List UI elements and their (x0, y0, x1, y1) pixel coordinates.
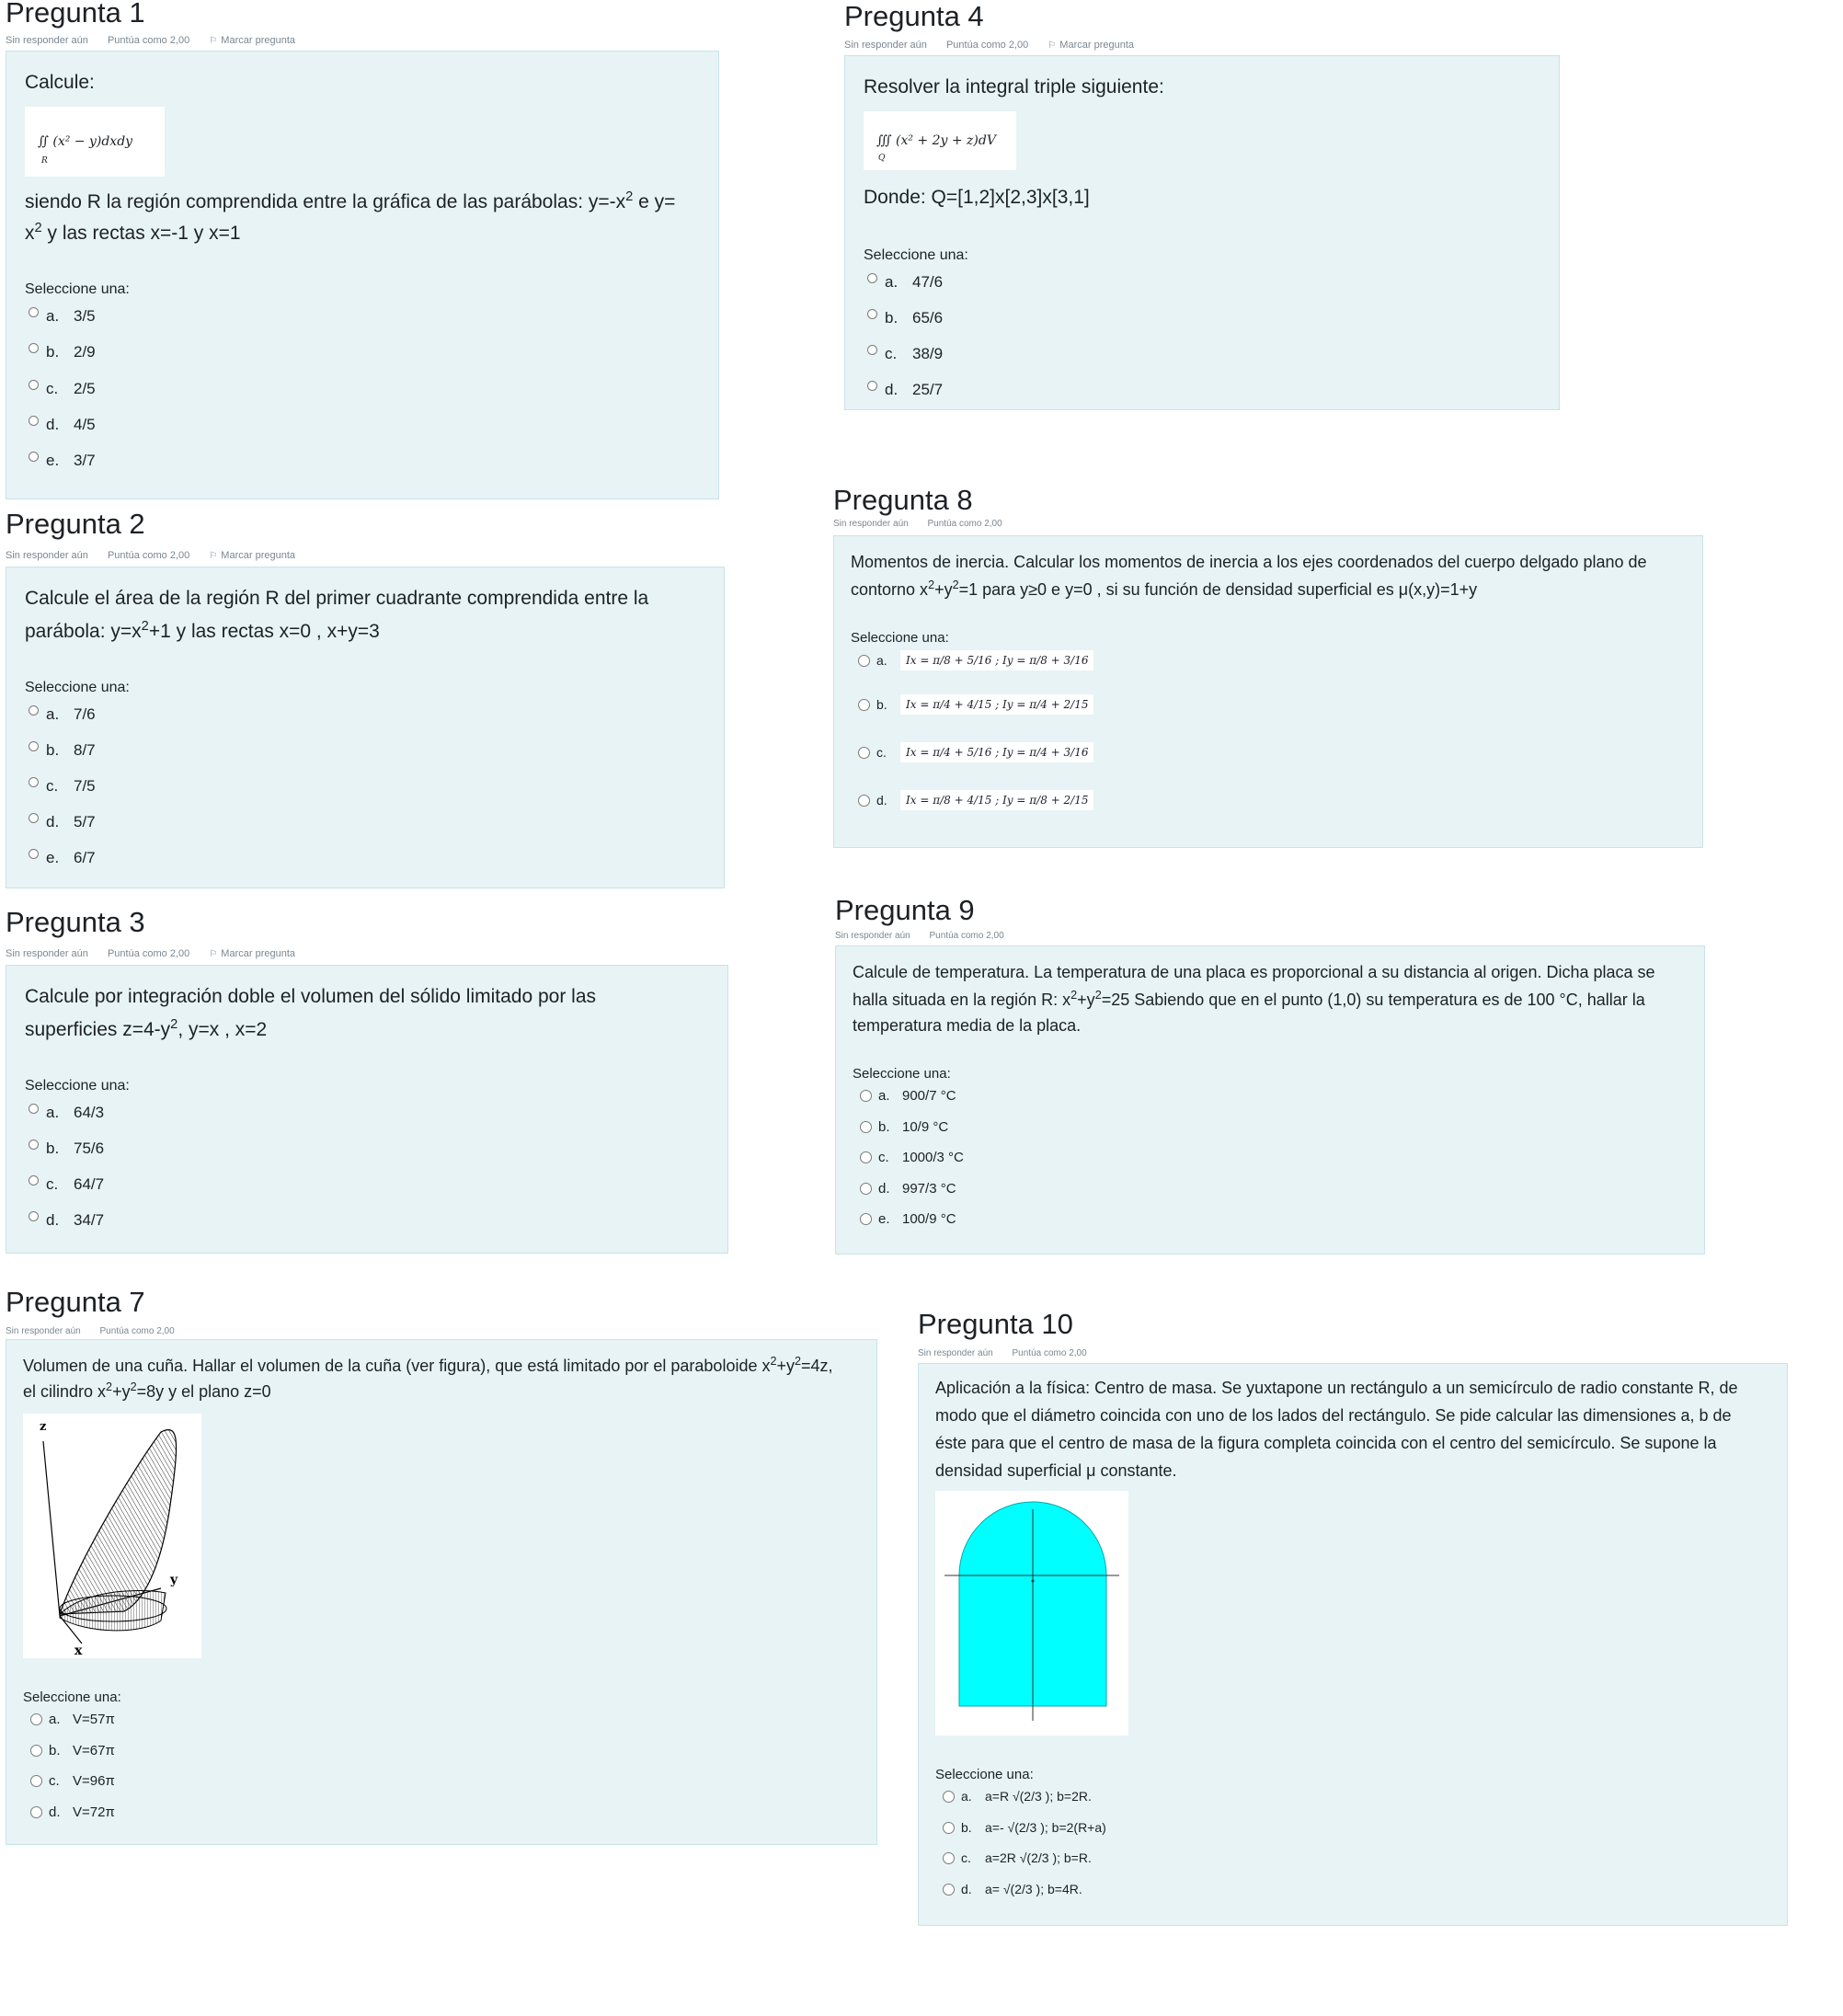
question-title: Pregunta 4 (844, 0, 984, 32)
option-value: 47/6 (912, 273, 944, 291)
radio-button[interactable] (860, 1151, 872, 1163)
flag-question-button[interactable]: ⚐ Marcar pregunta (209, 35, 295, 46)
question-meta (6, 1326, 191, 1336)
status-text: Sin responder aún (6, 550, 88, 561)
question-meta (6, 550, 312, 561)
option-value: 38/9 (912, 345, 944, 362)
paraboloid-surface (60, 1430, 177, 1614)
score-text: Puntúa como 2,00 (1012, 1348, 1087, 1358)
option-c[interactable] (867, 345, 943, 363)
option-letter: d. (876, 793, 887, 808)
option-value: 997/3 °C (902, 1181, 956, 1197)
question-text-line: Calcule de temperatura. La temperatura de una placa es proporcional a su distancia al origen. Dicha placa se (853, 963, 1655, 981)
radio-button[interactable] (860, 1090, 872, 1102)
question-title: Pregunta 8 (833, 484, 973, 516)
option-letter: e. (46, 452, 60, 469)
option-letter: e. (878, 1211, 890, 1227)
option-d[interactable] (29, 416, 96, 434)
option-value: 3/5 (74, 307, 96, 325)
integral-region: R (41, 156, 48, 166)
semicircle-rectangle-figure (935, 1491, 1128, 1735)
radio-button[interactable] (29, 343, 39, 353)
radio-button[interactable] (860, 1121, 872, 1133)
integral-image (25, 107, 165, 177)
option-value: V=72π (73, 1804, 115, 1820)
text-fragment: +1 y las rectas x=0 , x+y=3 (148, 621, 380, 642)
option-letter: b. (878, 1119, 890, 1135)
text-fragment: contorno x (851, 580, 929, 599)
option-letter: c. (46, 777, 59, 795)
option-letter: b. (46, 741, 60, 759)
radio-button[interactable] (858, 795, 870, 807)
option-b[interactable] (858, 694, 1093, 715)
question-title: Pregunta 9 (835, 894, 975, 926)
text-fragment: superficies z=4-y (25, 1019, 171, 1040)
option-letter: c. (878, 1150, 889, 1165)
status-text: Sin responder aún (918, 1348, 993, 1358)
option-letter: c. (961, 1850, 971, 1865)
option-letter: e. (46, 849, 60, 866)
option-letter: a. (876, 653, 887, 668)
text-fragment: el cilindro x (23, 1382, 107, 1401)
radio-button[interactable] (30, 1713, 42, 1725)
option-b[interactable] (867, 309, 943, 327)
option-value: 3/7 (74, 452, 96, 469)
z-label: z (40, 1420, 47, 1434)
option-value: 1000/3 °C (902, 1150, 964, 1165)
option-b[interactable] (943, 1820, 1106, 1835)
integral-expression: ∬ (x² − y)dxdy (38, 134, 133, 149)
question-box (6, 965, 728, 1254)
option-letter: b. (961, 1820, 972, 1835)
question-text-line: densidad superficial μ constante. (935, 1461, 1177, 1480)
select-one-label: Seleccione una: (25, 680, 130, 695)
option-value: 2/5 (74, 380, 96, 397)
option-letter: a. (961, 1789, 972, 1804)
option-letter: b. (885, 309, 899, 326)
question-text-line: contorno $x^2+y^2=1$ para y≥0 e y=0 , si su función de densidad superficial es μ(x,y)=1+y (851, 578, 1478, 599)
text-fragment: =4z, (801, 1357, 833, 1375)
text-fragment: , y=x , x=2 (177, 1019, 268, 1040)
text-fragment: =8y y el plano z=0 (136, 1382, 271, 1401)
question-text-line: Momentos de inercia. Calcular los momentos de inercia a los ejes coordenados del cuerpo delgado plano de (851, 553, 1647, 571)
radio-button[interactable] (30, 1775, 42, 1787)
option-value: 65/6 (912, 309, 944, 326)
option-letter: a. (885, 273, 899, 291)
text-fragment: Volumen de una cuña. Hallar el volumen de la cuña (ver figura), que está limitado por el paraboloide x (23, 1357, 771, 1375)
question-prompt: Calcule: (25, 72, 95, 93)
option-letter: b. (876, 697, 887, 712)
y-label: y (170, 1573, 178, 1587)
option-a[interactable] (867, 273, 943, 292)
flag-question-button[interactable]: ⚐ Marcar pregunta (209, 948, 295, 959)
option-value: 34/7 (74, 1211, 105, 1229)
text-fragment: e y= (633, 191, 676, 212)
option-letter: d. (49, 1804, 61, 1820)
question-text-line: superficies $z=4-y^2$, y=x , x=2 (25, 1017, 268, 1040)
option-letter: d. (885, 381, 899, 398)
question-text-line: parábola: $y=x^2+1$ y las rectas x=0 , x+y=3 (25, 619, 380, 642)
option-letter: d. (46, 813, 60, 830)
radio-button[interactable] (29, 1175, 39, 1186)
option-a[interactable] (858, 650, 1093, 670)
donde-text: Donde: Q=[1,2]x[2,3]x[3,1] (864, 187, 1090, 208)
radio-button[interactable] (29, 452, 39, 462)
text-fragment: +y (1077, 991, 1095, 1009)
option-b[interactable] (29, 741, 96, 760)
option-a[interactable] (30, 1712, 115, 1727)
status-text: Sin responder aún (835, 931, 910, 941)
status-text: Sin responder aún (6, 948, 88, 959)
radio-button[interactable] (867, 273, 877, 283)
radio-button[interactable] (867, 381, 877, 391)
score-text: Puntúa como 2,00 (99, 1326, 175, 1336)
option-letter: c. (46, 380, 59, 397)
question-title: Pregunta 1 (6, 0, 145, 29)
option-value: 7/6 (74, 705, 96, 723)
select-one-label: Seleccione una: (23, 1690, 121, 1705)
radio-button[interactable] (29, 380, 39, 390)
radio-button[interactable] (943, 1822, 955, 1834)
text-fragment: y las rectas x=-1 y x=1 (41, 223, 241, 244)
flag-question-button[interactable]: ⚐ Marcar pregunta (209, 550, 295, 561)
option-a[interactable] (860, 1088, 956, 1104)
radio-button[interactable] (860, 1213, 872, 1225)
option-value: 75/6 (74, 1140, 105, 1157)
option-a[interactable] (29, 307, 96, 326)
question-box (6, 567, 725, 888)
option-e[interactable] (29, 452, 96, 470)
question-text-line: modo que el diámetro coincida con uno de los lados del rectángulo. Se pide calcular las dimensiones a, b de (935, 1406, 1732, 1425)
option-d[interactable] (30, 1804, 115, 1820)
radio-button[interactable] (858, 747, 870, 759)
option-d[interactable] (867, 381, 943, 399)
question-meta (918, 1348, 1104, 1358)
option-formula: Ix = π/4 + 5/16 ; Iy = π/4 + 3/16 (900, 742, 1093, 762)
question-text-line: $x^2$ y las rectas x=-1 y x=1 (25, 221, 241, 244)
radio-button[interactable] (29, 705, 39, 716)
radio-button[interactable] (858, 655, 870, 667)
text-fragment: +y (112, 1382, 131, 1401)
question-text-line: Volumen de una cuña. Hallar el volumen de la cuña (ver figura), que está limitado por el paraboloide $x^2+y^2=4z$, (23, 1355, 833, 1375)
option-value: 7/5 (74, 777, 96, 795)
option-d[interactable] (858, 790, 1093, 810)
select-one-label: Seleccione una: (25, 1078, 130, 1094)
option-value: 8/7 (74, 741, 96, 759)
question-text-line: Aplicación a la física: Centro de masa. Se yuxtapone un rectángulo a un semicírculo de radio constante R, de (935, 1379, 1738, 1397)
option-letter: b. (46, 343, 60, 361)
integral-region: Q (878, 154, 886, 163)
radio-button[interactable] (30, 1806, 42, 1818)
radio-button[interactable] (29, 813, 39, 823)
semicircle-rectangle-svg (935, 1491, 1128, 1735)
radio-button[interactable] (867, 309, 877, 319)
option-c[interactable] (30, 1773, 115, 1789)
option-formula: Ix = π/8 + 4/15 ; Iy = π/8 + 2/15 (900, 790, 1093, 810)
radio-button[interactable] (29, 416, 39, 426)
option-c[interactable] (29, 777, 96, 796)
option-value: a=- √(2/3 ); b=2(R+a) (985, 1820, 1106, 1835)
option-letter: a. (46, 1104, 60, 1121)
question-title: Pregunta 10 (918, 1308, 1073, 1340)
z-axis (43, 1441, 60, 1616)
question-box (844, 55, 1560, 410)
option-b[interactable] (29, 343, 96, 361)
radio-button[interactable] (943, 1884, 955, 1896)
option-c[interactable] (858, 742, 1093, 762)
option-value: 100/9 °C (902, 1211, 956, 1227)
option-e[interactable] (29, 849, 96, 867)
option-value: 900/7 °C (902, 1088, 956, 1104)
question-box (833, 535, 1703, 848)
radio-button[interactable] (29, 777, 39, 787)
text-fragment: parábola: y=x (25, 621, 142, 642)
radio-button[interactable] (943, 1791, 955, 1803)
option-c[interactable] (29, 1175, 104, 1194)
radio-button[interactable] (29, 1211, 39, 1221)
wedge-figure-svg (23, 1414, 201, 1658)
option-letter: a. (878, 1088, 890, 1104)
integral-expression: ∭ (x² + 2y + z)dV (876, 133, 996, 148)
option-value: a=R √(2/3 ); b=2R. (985, 1789, 1092, 1804)
center-point (1032, 1580, 1035, 1583)
question-text-line: éste para que el centro de masa de la figura completa coincida con el centro del semicírculo. Se supone la (935, 1434, 1717, 1452)
score-text: Puntúa como 2,00 (107, 550, 190, 561)
option-value: 4/5 (74, 416, 96, 433)
radio-button[interactable] (29, 741, 39, 751)
select-one-label: Seleccione una: (851, 630, 949, 646)
option-letter: d. (46, 1211, 60, 1229)
option-value: 10/9 °C (902, 1119, 949, 1135)
question-meta (844, 40, 1150, 51)
option-value: 64/3 (74, 1104, 105, 1121)
option-value: V=57π (73, 1712, 115, 1727)
text-fragment: halla situada en la región R: x (853, 991, 1071, 1009)
question-box (6, 1339, 877, 1845)
option-value: V=67π (73, 1743, 115, 1758)
question-text-line: siendo R la región comprendida entre la gráfica de las parábolas: $y=-x^2$ e y= (25, 189, 676, 212)
question-meta (6, 948, 312, 959)
select-one-label: Seleccione una: (25, 281, 130, 297)
question-box (835, 945, 1705, 1254)
option-letter: c. (49, 1773, 60, 1789)
option-letter: d. (961, 1882, 972, 1896)
option-letter: b. (49, 1743, 61, 1758)
radio-button[interactable] (867, 345, 877, 355)
text-fragment: +y (934, 580, 953, 599)
question-prompt: Resolver la integral triple siguiente: (864, 76, 1164, 97)
text-fragment: =1 para y≥0 e y=0 , si su función de densidad superficial es μ(x,y)=1+y (958, 580, 1478, 599)
question-text-line: el cilindro $x^2+y^2=8y$ y el plano z=0 (23, 1380, 271, 1401)
question-title: Pregunta 7 (6, 1286, 145, 1318)
question-text-line: temperatura media de la placa. (853, 1016, 1082, 1035)
score-text: Puntúa como 2,00 (929, 931, 1004, 941)
option-letter: a. (46, 705, 60, 723)
option-a[interactable] (29, 1104, 104, 1122)
option-value: a=2R √(2/3 ); b=R. (985, 1850, 1092, 1865)
option-value: a= √(2/3 ); b=4R. (985, 1882, 1082, 1896)
question-text-line: halla situada en la región R: $x^2+y^2=25$ Sabiendo que en el punto (1,0) su temperatura es de 100 °C, hallar la (853, 989, 1645, 1009)
option-letter: c. (876, 745, 887, 760)
option-c[interactable] (29, 380, 96, 398)
option-d[interactable] (29, 813, 96, 831)
option-letter: c. (46, 1175, 59, 1193)
status-text: Sin responder aún (6, 35, 88, 46)
radio-button[interactable] (858, 699, 870, 711)
option-d[interactable] (29, 1211, 104, 1230)
text-fragment: =25 Sabiendo que en el punto (1,0) su temperatura es de 100 °C, hallar la (1101, 991, 1645, 1009)
option-value: 6/7 (74, 849, 96, 866)
radio-button[interactable] (30, 1745, 42, 1757)
score-text: Puntúa como 2,00 (927, 519, 1002, 529)
option-e[interactable] (860, 1211, 956, 1227)
question-meta (6, 35, 312, 46)
question-text-line: Calcule por integración doble el volumen del sólido limitado por las (25, 986, 597, 1007)
option-b[interactable] (30, 1743, 115, 1758)
radio-button[interactable] (943, 1852, 955, 1864)
status-text: Sin responder aún (833, 519, 909, 529)
question-meta (835, 931, 1021, 941)
option-letter: d. (46, 416, 60, 433)
score-text: Puntúa como 2,00 (107, 35, 190, 46)
option-letter: c. (885, 345, 898, 362)
x-label: x (74, 1644, 83, 1658)
radio-button[interactable] (29, 1104, 39, 1114)
option-c[interactable] (860, 1150, 964, 1165)
wedge-figure (23, 1414, 201, 1658)
option-formula: Ix = π/4 + 4/15 ; Iy = π/4 + 2/15 (900, 694, 1093, 715)
text-fragment: siendo R la región comprendida entre la gráfica de las parábolas: y=-x (25, 191, 626, 212)
text-fragment: +y (776, 1357, 796, 1375)
radio-button[interactable] (860, 1183, 872, 1195)
option-formula: Ix = π/8 + 5/16 ; Iy = π/8 + 3/16 (900, 650, 1093, 670)
radio-button[interactable] (29, 849, 39, 859)
option-value: 2/9 (74, 343, 96, 361)
question-text-line: Calcule el área de la región R del primer cuadrante comprendida entre la (25, 588, 649, 609)
option-b[interactable] (860, 1119, 948, 1135)
question-meta (833, 519, 1019, 529)
radio-button[interactable] (29, 307, 39, 317)
question-title: Pregunta 2 (6, 508, 145, 540)
option-c[interactable] (943, 1850, 1092, 1865)
status-text: Sin responder aún (844, 40, 927, 51)
option-d[interactable] (860, 1181, 956, 1197)
option-letter: a. (46, 307, 60, 325)
radio-button[interactable] (29, 1140, 39, 1150)
option-d[interactable] (943, 1882, 1082, 1896)
option-value: 25/7 (912, 381, 944, 398)
select-one-label: Seleccione una: (853, 1066, 951, 1082)
option-b[interactable] (29, 1140, 104, 1158)
status-text: Sin responder aún (6, 1326, 81, 1336)
option-letter: a. (49, 1712, 61, 1727)
option-a[interactable] (29, 705, 96, 724)
option-value: 64/7 (74, 1175, 105, 1193)
question-box (918, 1363, 1788, 1926)
question-box (6, 51, 719, 499)
option-a[interactable] (943, 1789, 1092, 1804)
score-text: Puntúa como 2,00 (107, 948, 190, 959)
option-letter: d. (878, 1181, 890, 1197)
select-one-label: Seleccione una: (864, 247, 968, 263)
option-value: 5/7 (74, 813, 96, 830)
score-text: Puntúa como 2,00 (945, 40, 1029, 51)
option-value: V=96π (73, 1773, 115, 1789)
flag-question-button[interactable]: ⚐ Marcar pregunta (1047, 40, 1134, 51)
option-letter: b. (46, 1140, 60, 1157)
select-one-label: Seleccione una: (935, 1767, 1034, 1782)
integral-image (864, 111, 1016, 170)
question-title: Pregunta 3 (6, 906, 145, 938)
